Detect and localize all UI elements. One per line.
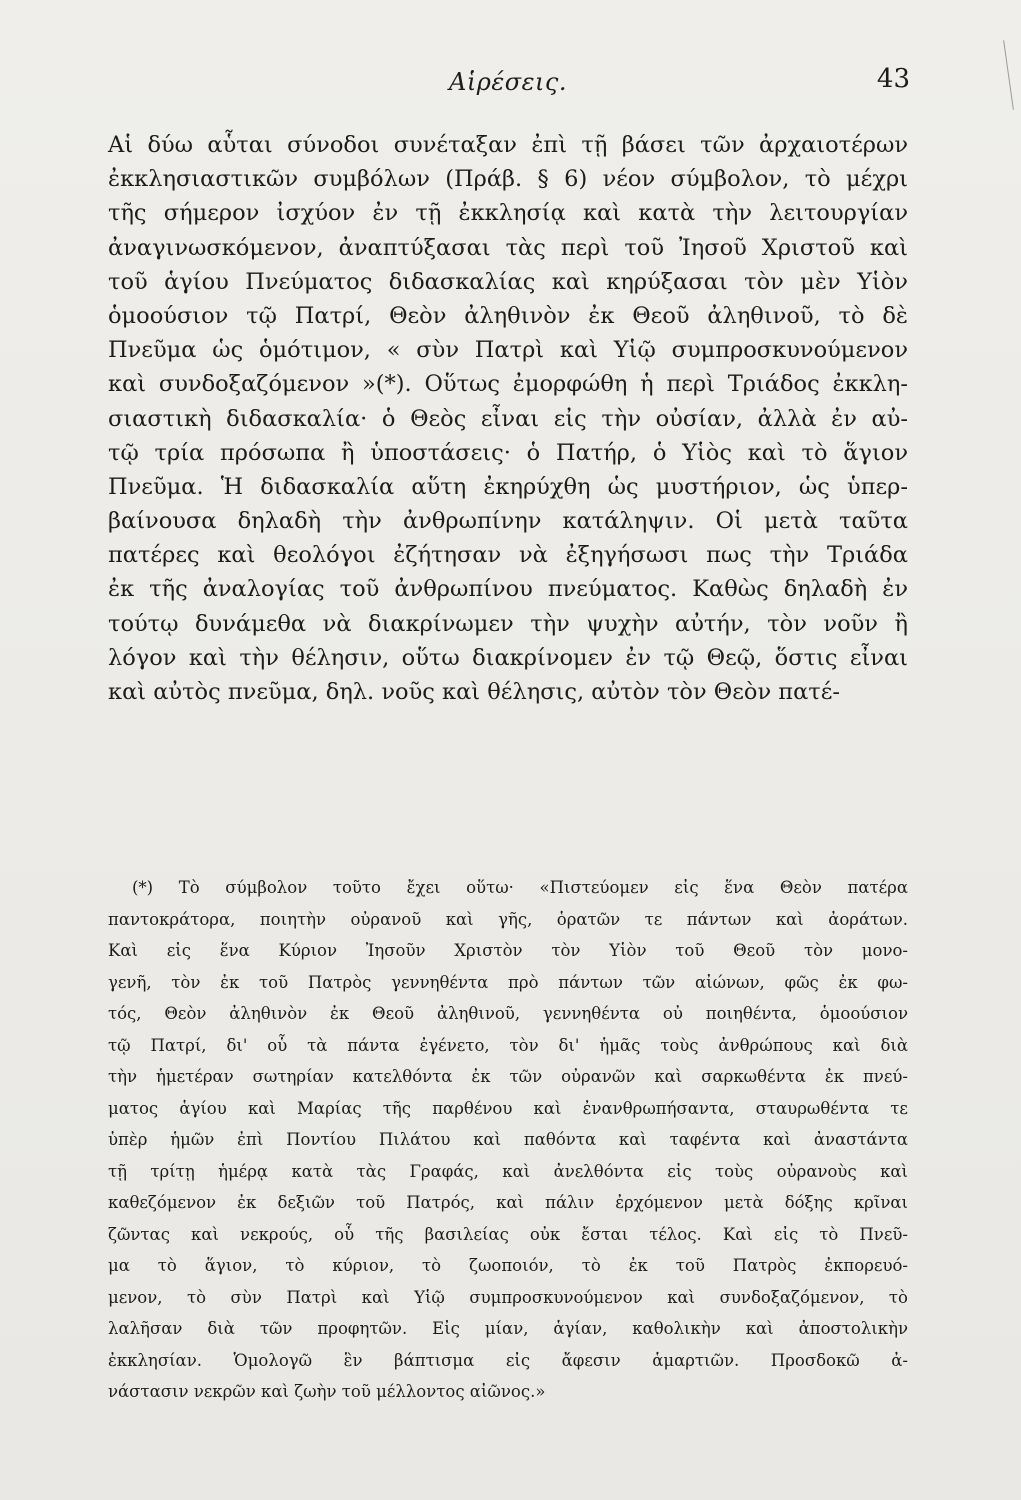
footnote-line: τῷ Πατρί, δι' οὗ τὰ πάντα ἐγένετο, τὸν δι' ἡμᾶς τοὺς ἀνθρώπους καὶ διὰ xyxy=(108,1035,908,1055)
text-line: καὶ συνδοξαζόμενον »(*). Οὕτως ἐμορφώθη ἡ περὶ Τριάδος ἐκκλη- xyxy=(108,371,908,398)
text-line: τοῦ ἁγίου Πνεύματος διδασκαλίας καὶ κηρύξασαι τὸν μὲν Υἱὸν xyxy=(108,268,908,295)
footnote-line: μενον, τὸ σὺν Πατρὶ καὶ Υἱῷ συμπροσκυνούμενον καὶ συνδοξαζόμενον, τὸ xyxy=(108,1287,908,1307)
main-text xyxy=(108,128,908,709)
footnote-line: ματος ἁγίου καὶ Μαρίας τῆς παρθένου καὶ ἐνανθρωπήσαντα, σταυρωθέντα τε xyxy=(108,1098,908,1118)
text-line: βαίνουσα δηλαδὴ τὴν ἀνθρωπίνην κατάληψιν. Οἱ μετὰ ταῦτα xyxy=(108,508,908,535)
footnote-line: μα τὸ ἅγιον, τὸ κύριον, τὸ ζωοποιόν, τὸ ἐκ τοῦ Πατρὸς ἐκπορευό- xyxy=(108,1256,908,1275)
footnote-line: ζῶντας καὶ νεκρούς, οὗ τῆς βασιλείας οὐκ ἔσται τέλος. Καὶ εἰς τὸ Πνεῦ- xyxy=(108,1224,908,1244)
text-line: Πνεῦμα. Ἡ διδασκαλία αὕτη ἐκηρύχθη ὡς μυστήριον, ὡς ὑπερ- xyxy=(108,473,908,500)
footnote-line: Καὶ εἰς ἕνα Κύριον Ἰησοῦν Χριστὸν τὸν Υἱὸν τοῦ Θεοῦ τὸν μονο- xyxy=(108,941,908,960)
page-edge-mark xyxy=(1003,40,1014,109)
footnote-line: παντοκράτορα, ποιητὴν οὐρανοῦ καὶ γῆς, ὁρατῶν τε πάντων καὶ ἀοράτων. xyxy=(108,909,908,929)
text-line: πατέρες καὶ θεολόγοι ἐζήτησαν νὰ ἐξηγήσωσι πως τὴν Τριάδα xyxy=(108,542,908,569)
text-line: ἐκκλησιαστικῶν συμβόλων (Πράβ. § 6) νέον σύμβολον, τὸ μέχρι xyxy=(108,166,908,193)
footnote-line: τῇ τρίτῃ ἡμέρᾳ κατὰ τὰς Γραφάς, καὶ ἀνελθόντα εἰς τοὺς οὐρανοὺς καὶ xyxy=(108,1161,908,1181)
footnote-line: τὴν ἡμετέραν σωτηρίαν κατελθόντα ἐκ τῶν οὐρανῶν καὶ σαρκωθέντα ἐκ πνεύ- xyxy=(108,1067,908,1086)
text-line: τούτῳ δυνάμεθα νὰ διακρίνωμεν τὴν ψυχὴν αὐτήν, τὸν νοῦν ἢ xyxy=(108,610,908,637)
text-line: τῷ τρία πρόσωπα ἢ ὑποστάσεις· ὁ Πατήρ, ὁ Υἱὸς καὶ τὸ ἅγιον xyxy=(108,439,908,466)
page-header xyxy=(108,62,908,102)
footnote-line: τός, Θεὸν ἀληθινὸν ἐκ Θεοῦ ἀληθινοῦ, γεννηθέντα οὐ ποιηθέντα, ὁμοούσιον xyxy=(108,1004,908,1023)
footnote-line: ἐκκλησίαν. Ὁμολογῶ ἓν βάπτισμα εἰς ἄφεσιν ἁμαρτιῶν. Προσδοκῶ ἀ- xyxy=(108,1350,908,1370)
page-number: 43 xyxy=(876,64,910,94)
text-line: σιαστικὴ διδασκαλία· ὁ Θεὸς εἶναι εἰς τὴν οὐσίαν, ἀλλὰ ἐν αὐ- xyxy=(108,405,908,432)
text-line: ἐκ τῆς ἀναλογίας τοῦ ἀνθρωπίνου πνεύματος. Καθὼς δηλαδὴ ἐν xyxy=(108,576,908,603)
text-line: τῆς σήμερον ἰσχύον ἐν τῇ ἐκκλησίᾳ καὶ κατὰ τὴν λειτουργίαν xyxy=(108,200,908,227)
running-head: Αἱρέσεις. xyxy=(449,68,567,96)
text-line: Αἱ δύω αὗται σύνοδοι συνέταξαν ἐπὶ τῇ βάσει τῶν ἀρχαιοτέρων xyxy=(108,132,908,158)
footnote xyxy=(108,872,908,1408)
footnote-line: καθεζόμενον ἐκ δεξιῶν τοῦ Πατρός, καὶ πάλιν ἐρχόμενον μετὰ δόξης κρῖναι xyxy=(108,1193,908,1212)
footnote-line: νάστασιν νεκρῶν καὶ ζωὴν τοῦ μέλλοντος αἰῶνος.» xyxy=(108,1382,546,1401)
footnote-line: (*) Τὸ σύμβολον τοῦτο ἔχει οὕτω· «Πιστεύομεν εἰς ἕνα Θεὸν πατέρα xyxy=(132,878,908,897)
text-line: ἀναγινωσκόμενον, ἀναπτύξασαι τὰς περὶ τοῦ Ἰησοῦ Χριστοῦ καὶ xyxy=(108,234,908,261)
footnote-line: γενῆ, τὸν ἐκ τοῦ Πατρὸς γεννηθέντα πρὸ πάντων τῶν αἰώνων, φῶς ἐκ φω- xyxy=(108,972,908,992)
footnote-line: ὑπὲρ ἡμῶν ἐπὶ Ποντίου Πιλάτου καὶ παθόντα καὶ ταφέντα καὶ ἀναστάντα xyxy=(108,1130,908,1149)
text-line: λόγον καὶ τὴν θέλησιν, οὕτω διακρίνομεν ἐν τῷ Θεῷ, ὅστις εἶναι xyxy=(108,644,908,671)
footnote-line: λαλῆσαν διὰ τῶν προφητῶν. Εἰς μίαν, ἁγίαν, καθολικὴν καὶ ἀποστολικὴν xyxy=(108,1319,908,1338)
text-line: καὶ αὐτὸς πνεῦμα, δηλ. νοῦς καὶ θέλησις, αὐτὸν τὸν Θεὸν πατέ- xyxy=(108,679,840,705)
text-line: ὁμοούσιον τῷ Πατρί, Θεὸν ἀληθινὸν ἐκ Θεοῦ ἀληθινοῦ, τὸ δὲ xyxy=(108,302,908,329)
text-line: Πνεῦμα ὡς ὁμότιμον, « σὺν Πατρὶ καὶ Υἱῷ συμπροσκυνούμενον xyxy=(108,337,908,364)
